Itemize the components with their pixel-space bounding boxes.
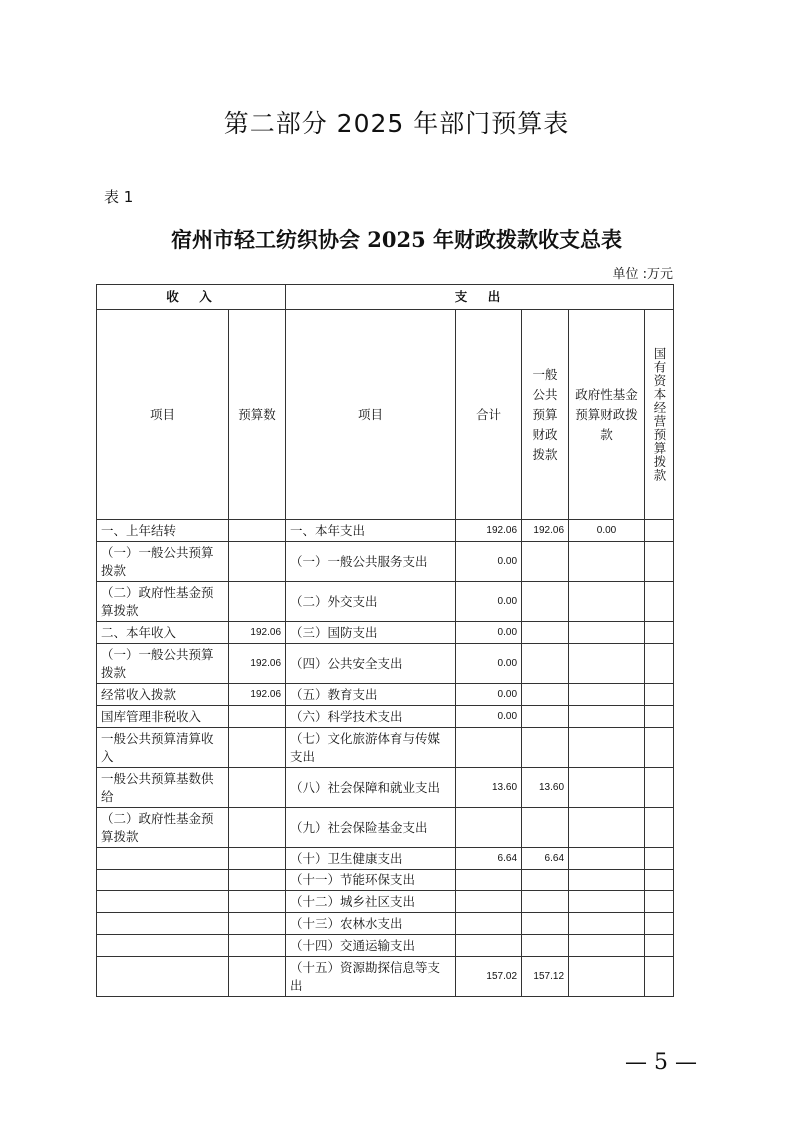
- income-item-cell: 一般公共预算基数供给: [97, 768, 229, 808]
- table-body: [97, 520, 674, 997]
- state-capital-cell: [645, 622, 674, 644]
- income-budget-cell: [229, 913, 286, 935]
- total-cell: 157.02: [456, 957, 522, 997]
- table-row: [97, 957, 674, 997]
- total-cell: [456, 891, 522, 913]
- general-public-cell: [522, 728, 569, 768]
- expense-item-cell: （一）一般公共服务支出: [286, 542, 456, 582]
- state-capital-header-text: 国有资本经营预算拨款: [652, 347, 668, 482]
- expense-item-cell: （七）文化旅游体育与传媒支出: [286, 728, 456, 768]
- expense-item-cell: （五）教育支出: [286, 684, 456, 706]
- income-item-cell: [97, 957, 229, 997]
- income-budget-header: 预算数: [229, 310, 286, 520]
- state-capital-cell: [645, 684, 674, 706]
- gov-fund-cell: [569, 684, 645, 706]
- income-item-cell: [97, 891, 229, 913]
- gov-fund-cell: [569, 870, 645, 891]
- income-budget-cell: 192.06: [229, 644, 286, 684]
- general-public-header: [522, 310, 569, 520]
- gov-fund-header: [569, 310, 645, 520]
- total-cell: 0.00: [456, 684, 522, 706]
- expense-item-cell: （十一）节能环保支出: [286, 870, 456, 891]
- table-row: [97, 808, 674, 848]
- general-public-cell: [522, 622, 569, 644]
- total-cell: 0.00: [456, 706, 522, 728]
- gov-fund-cell: [569, 768, 645, 808]
- gov-fund-cell: [569, 935, 645, 957]
- state-capital-cell: [645, 582, 674, 622]
- table-number: 表 1: [104, 188, 134, 206]
- gov-fund-cell: 0.00: [569, 520, 645, 542]
- table-title: 宿州市轻工纺织协会 2025 年财政拨款收支总表: [170, 227, 623, 252]
- income-budget-cell: [229, 870, 286, 891]
- budget-table: [96, 284, 674, 997]
- income-item-cell: （二）政府性基金预算拨款: [97, 808, 229, 848]
- expense-item-cell: （十）卫生健康支出: [286, 848, 456, 870]
- total-cell: 192.06: [456, 520, 522, 542]
- state-capital-cell: [645, 808, 674, 848]
- total-cell: [456, 935, 522, 957]
- state-capital-header: [645, 310, 674, 520]
- table-row: [97, 870, 674, 891]
- general-public-cell: [522, 891, 569, 913]
- total-cell: [456, 870, 522, 891]
- state-capital-cell: [645, 542, 674, 582]
- table-row: [97, 706, 674, 728]
- state-capital-cell: [645, 891, 674, 913]
- general-public-cell: [522, 808, 569, 848]
- general-public-cell: [522, 644, 569, 684]
- general-public-header-text: 一般公共预算财政拨款: [532, 366, 558, 462]
- state-capital-cell: [645, 848, 674, 870]
- table-row: [97, 684, 674, 706]
- total-cell: [456, 728, 522, 768]
- gov-fund-cell: [569, 644, 645, 684]
- income-item-cell: [97, 913, 229, 935]
- table-row: [97, 644, 674, 684]
- general-public-cell: [522, 542, 569, 582]
- table-row: [97, 891, 674, 913]
- total-cell: 0.00: [456, 644, 522, 684]
- expense-item-header: 项目: [286, 310, 456, 520]
- income-item-cell: [97, 935, 229, 957]
- income-item-cell: （一）一般公共预算拨款: [97, 644, 229, 684]
- page-number: — 5 —: [625, 1050, 697, 1075]
- income-budget-cell: [229, 808, 286, 848]
- state-capital-cell: [645, 957, 674, 997]
- general-public-cell: [522, 706, 569, 728]
- gov-fund-cell: [569, 582, 645, 622]
- income-group-header: 收 入: [97, 285, 286, 310]
- expense-item-cell: （六）科学技术支出: [286, 706, 456, 728]
- expense-item-cell: （九）社会保险基金支出: [286, 808, 456, 848]
- income-item-cell: 二、本年收入: [97, 622, 229, 644]
- table-row: [97, 728, 674, 768]
- unit-label: 单位 :万元: [612, 267, 673, 282]
- state-capital-cell: [645, 728, 674, 768]
- income-item-cell: （二）政府性基金预算拨款: [97, 582, 229, 622]
- total-cell: 6.64: [456, 848, 522, 870]
- gov-fund-cell: [569, 808, 645, 848]
- state-capital-cell: [645, 706, 674, 728]
- table-row: [97, 520, 674, 542]
- general-public-cell: [522, 582, 569, 622]
- state-capital-cell: [645, 935, 674, 957]
- state-capital-cell: [645, 913, 674, 935]
- income-budget-cell: [229, 935, 286, 957]
- general-public-cell: 13.60: [522, 768, 569, 808]
- gov-fund-header-text: 政府性基金预算财政拨款: [575, 386, 638, 442]
- general-public-cell: 157.12: [522, 957, 569, 997]
- table-row: [97, 542, 674, 582]
- gov-fund-cell: [569, 891, 645, 913]
- general-public-cell: [522, 913, 569, 935]
- expense-item-cell: （八）社会保障和就业支出: [286, 768, 456, 808]
- income-item-header: 项目: [97, 310, 229, 520]
- total-cell: 0.00: [456, 622, 522, 644]
- state-capital-cell: [645, 520, 674, 542]
- total-cell: 13.60: [456, 768, 522, 808]
- income-budget-cell: [229, 542, 286, 582]
- total-cell: 0.00: [456, 582, 522, 622]
- income-budget-cell: [229, 957, 286, 997]
- income-item-cell: 一、上年结转: [97, 520, 229, 542]
- expense-item-cell: （十二）城乡社区支出: [286, 891, 456, 913]
- income-budget-cell: [229, 520, 286, 542]
- general-public-cell: [522, 935, 569, 957]
- table-row: [97, 935, 674, 957]
- expense-group-header: 支 出: [286, 285, 674, 310]
- gov-fund-cell: [569, 706, 645, 728]
- header-group-row: [97, 285, 674, 310]
- general-public-cell: 6.64: [522, 848, 569, 870]
- income-budget-cell: 192.06: [229, 622, 286, 644]
- gov-fund-cell: [569, 728, 645, 768]
- gov-fund-cell: [569, 957, 645, 997]
- income-budget-cell: [229, 768, 286, 808]
- income-item-cell: [97, 848, 229, 870]
- income-item-cell: [97, 870, 229, 891]
- income-budget-cell: 192.06: [229, 684, 286, 706]
- part-title: 第二部分 2025 年部门预算表: [223, 109, 570, 138]
- income-item-cell: 一般公共预算清算收入: [97, 728, 229, 768]
- income-budget-cell: [229, 582, 286, 622]
- total-header: 合计: [456, 310, 522, 520]
- general-public-cell: [522, 684, 569, 706]
- header-row: [97, 310, 674, 520]
- table-row: [97, 768, 674, 808]
- general-public-cell: 192.06: [522, 520, 569, 542]
- table-row: [97, 582, 674, 622]
- income-budget-cell: [229, 848, 286, 870]
- income-budget-cell: [229, 891, 286, 913]
- gov-fund-cell: [569, 622, 645, 644]
- state-capital-cell: [645, 870, 674, 891]
- income-budget-cell: [229, 706, 286, 728]
- expense-item-cell: （二）外交支出: [286, 582, 456, 622]
- expense-item-cell: 一、本年支出: [286, 520, 456, 542]
- gov-fund-cell: [569, 913, 645, 935]
- expense-item-cell: （十三）农林水支出: [286, 913, 456, 935]
- general-public-cell: [522, 870, 569, 891]
- state-capital-cell: [645, 768, 674, 808]
- income-item-cell: 经常收入拨款: [97, 684, 229, 706]
- expense-item-cell: （三）国防支出: [286, 622, 456, 644]
- table-row: [97, 848, 674, 870]
- total-cell: 0.00: [456, 542, 522, 582]
- total-cell: [456, 913, 522, 935]
- table-row: [97, 913, 674, 935]
- table-row: [97, 622, 674, 644]
- expense-item-cell: （十五）资源勘探信息等支出: [286, 957, 456, 997]
- gov-fund-cell: [569, 848, 645, 870]
- state-capital-cell: [645, 644, 674, 684]
- total-cell: [456, 808, 522, 848]
- income-item-cell: 国库管理非税收入: [97, 706, 229, 728]
- income-budget-cell: [229, 728, 286, 768]
- expense-item-cell: （四）公共安全支出: [286, 644, 456, 684]
- income-item-cell: （一）一般公共预算拨款: [97, 542, 229, 582]
- expense-item-cell: （十四）交通运输支出: [286, 935, 456, 957]
- gov-fund-cell: [569, 542, 645, 582]
